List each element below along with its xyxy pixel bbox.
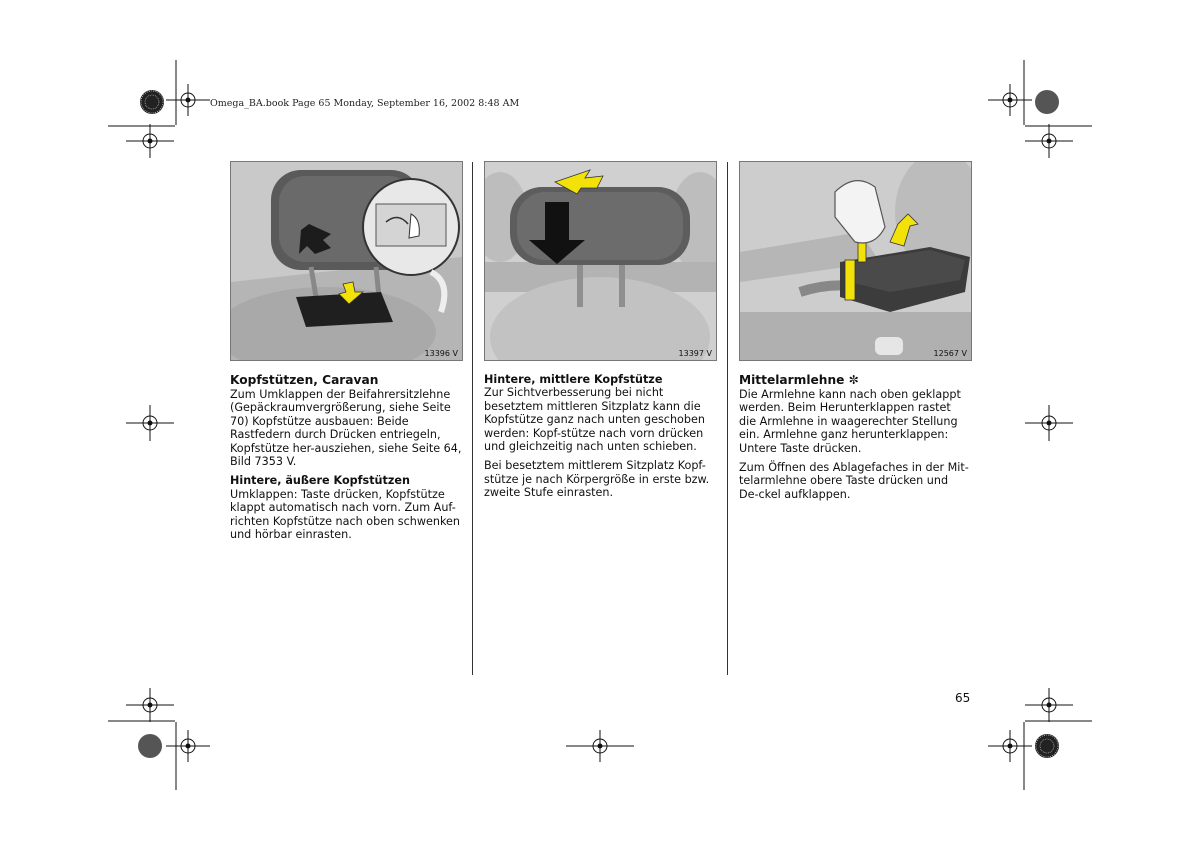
column-divider xyxy=(727,162,728,675)
headrest-removal-image xyxy=(230,161,463,361)
print-header: Omega_BA.book Page 65 Monday, September 16, 2002 8:48 AM xyxy=(210,98,520,109)
section-subtitle: Hintere, äußere Kopfstützen xyxy=(230,474,410,488)
paragraph: Zum Öffnen des Ablagefaches in der Mit-telarmlehne obere Taste drücken und De-ckel aufklappen. xyxy=(739,461,969,501)
paragraph: Die Armlehne kann nach oben geklappt werden. Beim Herunterklappen rastet die Armlehne in waagerechter Stellung ein. Armlehne ganz herunterklappen: Untere Taste drücken. xyxy=(739,388,961,455)
section-title: Kopfstützen, Caravan xyxy=(230,373,379,387)
headrest-illustration xyxy=(231,162,462,360)
paragraph: Umklappen: Taste drücken, Kopfstütze klappt automatisch nach vorn. Zum Auf-richten Kopfstütze nach oben schwenken und hörbar einrasten. xyxy=(230,487,460,542)
section-title: Mittelarmlehne ✼ xyxy=(739,373,859,387)
section-subtitle: Hintere, mittlere Kopfstütze xyxy=(484,373,663,386)
column-3 xyxy=(739,373,971,507)
middle-headrest-image xyxy=(484,161,717,361)
paragraph: Zur Sichtverbesserung bei nicht besetztem mittleren Sitzplatz kann die Kopfstütze ganz nach unten geschoben werden: Kopf-stütze nach vorn drücken und gleichzeitig nach unten schieben. xyxy=(484,386,705,454)
page-number: 65 xyxy=(955,691,971,705)
column-divider xyxy=(472,162,473,675)
image-code: 12567 V xyxy=(933,349,967,358)
paragraph: Bei besetztem mittlerem Sitzplatz Kopf-stütze je nach Körpergröße in erste bzw. zweite Stufe einrasten. xyxy=(484,459,710,500)
armrest-illustration xyxy=(740,162,971,360)
middle-headrest-illustration xyxy=(485,162,716,360)
armrest-image xyxy=(739,161,972,361)
column-2 xyxy=(484,373,716,506)
paragraph: Zum Umklappen der Beifahrersitzlehne (Gepäckraumvergrößerung, siehe Seite 70) Kopfstütze ausbauen: Beide Rastfedern durch Drücken entriegeln, Kopfstütze her-ausziehen, siehe Seite 64, Bild 7353 V. xyxy=(230,388,462,469)
column-1 xyxy=(230,373,462,547)
image-code: 13396 V xyxy=(424,349,458,358)
image-code: 13397 V xyxy=(678,349,712,358)
